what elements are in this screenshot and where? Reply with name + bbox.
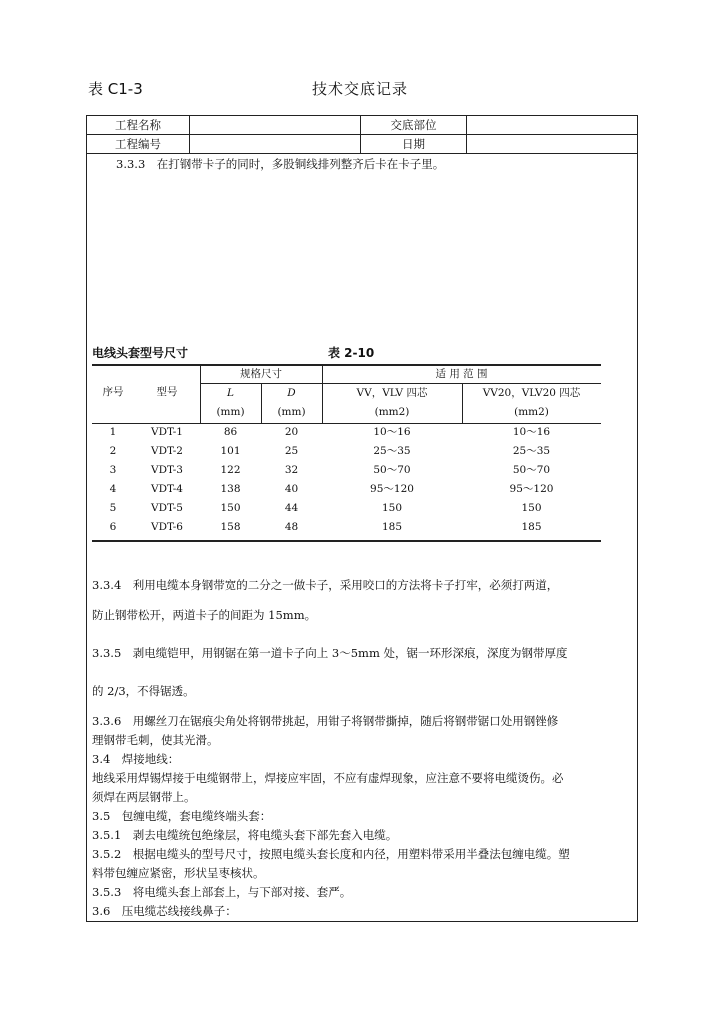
col-header-L: L [227, 387, 234, 399]
cell-seq: 3 [109, 464, 117, 476]
table-row [92, 463, 601, 482]
cell-L: 101 [220, 445, 241, 457]
cell-L: 158 [220, 521, 241, 533]
table-row [92, 501, 601, 520]
cell-vv: 150 [381, 502, 403, 514]
col-header-seq: 序号 [102, 386, 124, 398]
table-row [92, 482, 601, 501]
cell-D: 40 [284, 483, 299, 495]
unit-vv20: (mm2) [514, 406, 549, 418]
project-no-label: 工程编号 [87, 135, 190, 153]
paragraph-3-3-5-line2: 的 2/3，不得锯透。 [92, 684, 195, 698]
cell-model: VDT-5 [151, 502, 183, 514]
cell-vv: 25～35 [373, 445, 411, 457]
project-name-field[interactable] [190, 116, 361, 134]
project-no-field[interactable] [190, 135, 361, 153]
col-header-range: 适 用 范 围 [435, 368, 488, 380]
table-bottom-rule [92, 540, 601, 542]
cell-D: 48 [284, 521, 299, 533]
cell-vv: 185 [381, 521, 403, 533]
table-number: 表 2-10 [328, 346, 375, 360]
cell-D: 25 [284, 445, 299, 457]
unit-L: (mm) [216, 406, 245, 418]
cell-L: 122 [220, 464, 241, 476]
cell-L: 138 [220, 483, 241, 495]
cell-vv20: 50～70 [512, 464, 551, 476]
unit-D: (mm) [277, 406, 306, 418]
project-name-label: 工程名称 [87, 116, 190, 134]
cell-L: 150 [220, 502, 241, 514]
paragraph-3-3-4-line2: 防止钢带松开，两道卡子的间距为 15mm。 [92, 608, 317, 622]
cell-vv: 50～70 [373, 464, 411, 476]
col-header-D: D [287, 387, 296, 399]
paragraph-3-4: 3.4 焊接地线： [92, 752, 180, 766]
cell-vv20: 150 [521, 502, 542, 514]
cell-seq: 1 [109, 426, 117, 438]
cell-vv20: 10～16 [512, 426, 551, 438]
document-title: 技术交底记录 [312, 80, 409, 98]
table-row [92, 425, 601, 444]
date-label: 日期 [361, 135, 467, 153]
cell-seq: 4 [109, 483, 117, 495]
info-row-1 [87, 116, 637, 135]
cell-D: 20 [284, 426, 299, 438]
paragraph-3-5: 3.5 包缠电缆，套电缆终端头套： [92, 809, 272, 823]
col-header-spec: 规格尺寸 [240, 368, 282, 380]
paragraph-3-4-body-line1: 地线采用焊锡焊接于电缆钢带上，焊接应牢固，不应有虚焊现象，应注意不要将电缆烫伤。必 [92, 771, 564, 785]
table-header-rule [92, 423, 601, 424]
col-header-vv: VV，VLV 四芯 [356, 387, 428, 399]
paragraph-3-5-2-line1: 3.5.2 根据电缆头的型号尺寸，按照电缆头套长度和内径，用塑料带采用半叠法包缠电缆。塑 [92, 847, 570, 861]
cell-seq: 5 [109, 502, 117, 514]
sleeve-size-table [92, 364, 601, 542]
info-row-2 [87, 135, 637, 154]
cell-model: VDT-4 [151, 483, 183, 495]
cell-D: 32 [284, 464, 299, 476]
paragraph-3-5-3: 3.5.3 将电缆头套上部套上，与下部对接、套严。 [92, 885, 352, 899]
paragraph-3-3-3: 3.3.3 在打钢带卡子的同时，多股铜线排列整齐后卡在卡子里。 [116, 157, 445, 171]
date-field[interactable] [467, 135, 639, 153]
cell-D: 44 [284, 502, 299, 514]
cell-model: VDT-6 [151, 521, 183, 533]
paragraph-3-3-6-line1: 3.3.6 用螺丝刀在锯痕尖角处将钢带挑起，用钳子将钢带撕掉，随后将钢带锯口处用钢锉修 [92, 714, 559, 728]
paragraph-3-3-5-line1: 3.3.5 剥电缆铠甲，用钢锯在第一道卡子向上 3～5mm 处，锯一环形深痕，深度为钢带厚度 [92, 646, 568, 660]
cell-model: VDT-3 [151, 464, 183, 476]
form-number: 表 C1-3 [88, 80, 143, 98]
table-row [92, 520, 601, 539]
cell-seq: 6 [109, 521, 117, 533]
cell-L: 86 [223, 426, 238, 438]
cell-seq: 2 [109, 445, 117, 457]
cell-model: VDT-1 [151, 426, 183, 438]
cell-vv20: 95～120 [509, 483, 554, 495]
table-row [92, 444, 601, 463]
paragraph-3-3-6-line2: 理钢带毛刺，使其光滑。 [92, 733, 219, 747]
cell-model: VDT-2 [151, 445, 183, 457]
col-header-model: 型号 [156, 386, 178, 398]
paragraph-3-5-1: 3.5.1 剥去电缆统包绝缘层，将电缆头套下部先套入电缆。 [92, 828, 398, 842]
table-top-rule [92, 364, 601, 366]
paragraph-3-4-body-line2: 须焊在两层钢带上。 [92, 790, 196, 804]
paragraph-3-5-2-line2: 料带包缠应紧密，形状呈枣核状。 [92, 866, 265, 880]
paragraph-3-6: 3.6 压电缆芯线接线鼻子： [92, 904, 237, 918]
cell-vv: 95～120 [370, 483, 414, 495]
location-label: 交底部位 [361, 116, 467, 134]
cell-vv: 10～16 [373, 426, 411, 438]
paragraph-3-3-4-line1: 3.3.4 利用电缆本身钢带宽的二分之一做卡子，采用咬口的方法将卡子打牢，必须打两道， [92, 578, 559, 592]
location-field[interactable] [467, 116, 639, 134]
unit-vv: (mm2) [374, 406, 410, 418]
col-header-vv20: VV20，VLV20 四芯 [482, 387, 581, 399]
cell-vv20: 185 [521, 521, 542, 533]
cell-vv20: 25～35 [512, 445, 551, 457]
table-caption: 电线头套型号尺寸 [92, 346, 189, 360]
